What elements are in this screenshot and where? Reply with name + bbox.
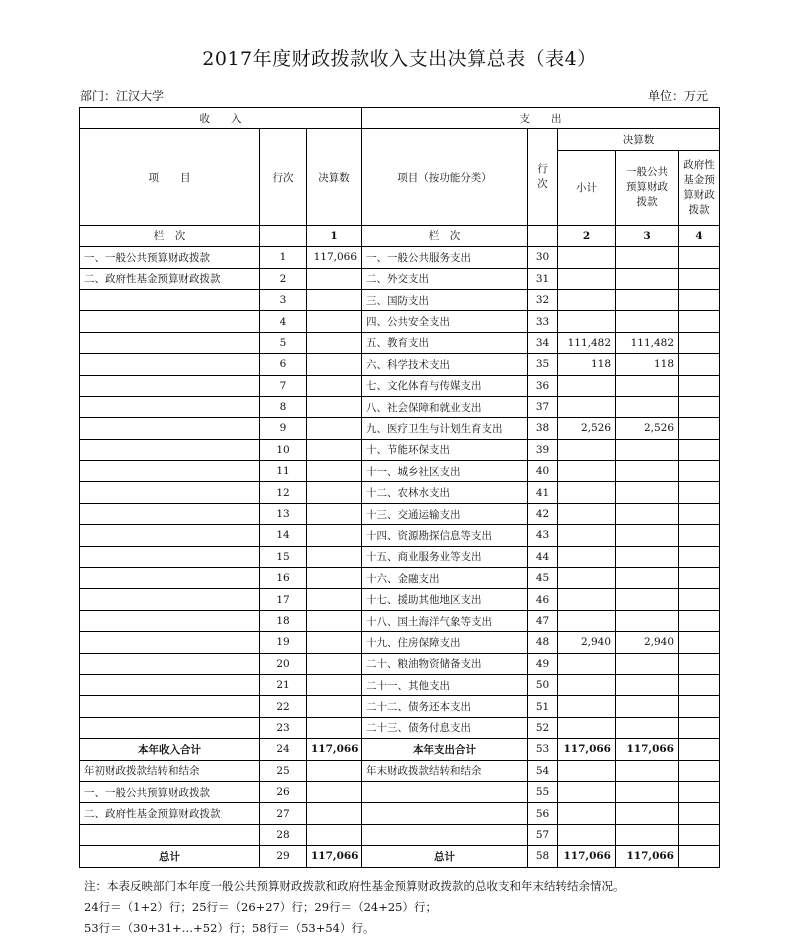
general-budget-cell <box>616 653 679 674</box>
subtotal-cell <box>558 568 616 589</box>
col-label-empty-2 <box>528 225 558 246</box>
gov-fund-cell <box>679 461 720 482</box>
subtotal-cell <box>558 610 616 631</box>
item-header: 项 目 <box>80 129 260 225</box>
subtotal-cell <box>558 268 616 289</box>
col-label-empty <box>260 225 307 246</box>
subtotal-cell: 2,526 <box>558 418 616 439</box>
general-budget-header: 一般公共预算财政拨款 <box>616 150 679 225</box>
income-amount-cell <box>307 332 362 353</box>
subtotal-cell <box>558 696 616 717</box>
expense-item-cell: 十四、资源勘探信息等支出 <box>362 525 528 546</box>
gov-fund-cell <box>679 568 720 589</box>
subtotal-cell <box>558 781 616 802</box>
general-budget-cell <box>616 824 679 845</box>
gov-fund-cell <box>679 289 720 310</box>
general-budget-cell: 117,066 <box>616 846 679 867</box>
general-budget-cell: 111,482 <box>616 332 679 353</box>
subtotal-cell <box>558 760 616 781</box>
income-amount-cell <box>307 717 362 738</box>
income-item-cell: 一、一般公共预算财政拨款 <box>80 247 260 268</box>
income-line-no-cell: 11 <box>260 461 307 482</box>
general-budget-cell <box>616 760 679 781</box>
income-item-cell <box>80 482 260 503</box>
income-amount-cell <box>307 696 362 717</box>
general-budget-cell: 2,940 <box>616 632 679 653</box>
income-line-no-cell: 10 <box>260 439 307 460</box>
table-row <box>80 632 720 653</box>
income-item-cell <box>80 824 260 845</box>
gov-fund-cell <box>679 632 720 653</box>
gov-fund-cell <box>679 546 720 567</box>
income-item-cell <box>80 610 260 631</box>
table-row <box>80 247 720 268</box>
table-row <box>80 546 720 567</box>
income-item-cell <box>80 311 260 332</box>
general-budget-cell <box>616 268 679 289</box>
general-budget-cell <box>616 674 679 695</box>
income-item-cell <box>80 653 260 674</box>
table-row <box>80 482 720 503</box>
income-item-cell <box>80 289 260 310</box>
income-item-cell <box>80 461 260 482</box>
income-item-cell: 一、一般公共预算财政拨款 <box>80 781 260 802</box>
subtotal-cell: 118 <box>558 354 616 375</box>
expense-line-no-header: 行次 <box>528 129 558 225</box>
income-line-no-cell: 19 <box>260 632 307 653</box>
income-item-cell <box>80 696 260 717</box>
expense-line-no-cell: 46 <box>528 589 558 610</box>
expense-line-no-cell: 52 <box>528 717 558 738</box>
general-budget-cell: 2,526 <box>616 418 679 439</box>
table-row <box>80 824 720 845</box>
expense-item-cell: 总计 <box>362 846 528 867</box>
income-line-no-cell: 22 <box>260 696 307 717</box>
table-row <box>80 696 720 717</box>
subtotal-cell <box>558 503 616 524</box>
income-line-no-cell: 2 <box>260 268 307 289</box>
general-budget-cell <box>616 803 679 824</box>
gov-fund-cell <box>679 311 720 332</box>
table-row <box>80 589 720 610</box>
general-budget-cell <box>616 781 679 802</box>
income-amount-cell <box>307 803 362 824</box>
expense-line-no-cell: 45 <box>528 568 558 589</box>
general-budget-cell <box>616 568 679 589</box>
subtotal-cell: 2,940 <box>558 632 616 653</box>
gov-fund-cell <box>679 503 720 524</box>
income-amount-cell <box>307 503 362 524</box>
subtotal-cell <box>558 674 616 695</box>
income-amount-cell <box>307 824 362 845</box>
income-line-no-cell: 15 <box>260 546 307 567</box>
subtotal-cell <box>558 546 616 567</box>
gov-fund-cell <box>679 610 720 631</box>
income-amount-cell <box>307 311 362 332</box>
gov-fund-cell <box>679 717 720 738</box>
income-amount-cell <box>307 589 362 610</box>
income-line-no-cell: 21 <box>260 674 307 695</box>
income-amount-cell <box>307 610 362 631</box>
line-no-header: 行次 <box>260 129 307 225</box>
income-line-no-cell: 29 <box>260 846 307 867</box>
table-row <box>80 674 720 695</box>
header-row-1 <box>80 108 720 129</box>
income-line-no-cell: 7 <box>260 375 307 396</box>
income-amount-cell <box>307 461 362 482</box>
income-line-no-cell: 8 <box>260 396 307 417</box>
income-line-no-cell: 18 <box>260 610 307 631</box>
general-budget-cell <box>616 546 679 567</box>
income-amount-cell <box>307 653 362 674</box>
income-line-no-cell: 12 <box>260 482 307 503</box>
subtotal-cell <box>558 589 616 610</box>
income-item-cell <box>80 418 260 439</box>
notes <box>84 876 625 939</box>
income-item-cell <box>80 717 260 738</box>
gov-fund-cell <box>679 803 720 824</box>
table-row <box>80 846 720 867</box>
subtotal-cell <box>558 653 616 674</box>
note-line: 53行＝（30+31+…+52）行；58行＝（53+54）行。 <box>84 921 375 935</box>
expense-item-cell: 十三、交通运输支出 <box>362 503 528 524</box>
income-amount-cell <box>307 674 362 695</box>
expense-line-no-cell: 57 <box>528 824 558 845</box>
gov-fund-cell <box>679 781 720 802</box>
general-budget-cell <box>616 375 679 396</box>
income-item-cell <box>80 568 260 589</box>
income-line-no-cell: 4 <box>260 311 307 332</box>
expense-line-no-cell: 41 <box>528 482 558 503</box>
table-row <box>80 610 720 631</box>
expense-line-no-cell: 38 <box>528 418 558 439</box>
table-row <box>80 781 720 802</box>
income-amount-cell <box>307 289 362 310</box>
general-budget-cell <box>616 696 679 717</box>
expense-item-cell: 一、一般公共服务支出 <box>362 247 528 268</box>
income-amount-cell <box>307 375 362 396</box>
gov-fund-cell <box>679 396 720 417</box>
income-line-no-cell: 14 <box>260 525 307 546</box>
income-item-cell <box>80 632 260 653</box>
expense-item-cell: 十八、国土海洋气象等支出 <box>362 610 528 631</box>
income-item-cell: 二、政府性基金预算财政拨款 <box>80 803 260 824</box>
income-amount-cell: 117,066 <box>307 739 362 760</box>
gov-fund-cell <box>679 739 720 760</box>
table-row <box>80 803 720 824</box>
final-group-header: 决算数 <box>558 129 720 150</box>
gov-fund-cell <box>679 760 720 781</box>
expense-item-cell <box>362 824 528 845</box>
income-amount-cell: 117,066 <box>307 846 362 867</box>
income-line-no-cell: 6 <box>260 354 307 375</box>
note-line: 注：本表反映部门本年度一般公共预算财政拨款和政府性基金预算财政拨款的总收支和年末结转结余情况。 <box>84 879 625 893</box>
general-budget-cell <box>616 461 679 482</box>
note-line: 24行＝（1+2）行；25行＝（26+27）行；29行＝（24+25）行； <box>84 900 437 914</box>
income-line-no-cell: 25 <box>260 760 307 781</box>
income-amount-cell <box>307 525 362 546</box>
gov-fund-cell <box>679 482 720 503</box>
unit-label: 单位：万元 <box>648 89 709 103</box>
general-budget-cell <box>616 717 679 738</box>
income-line-no-cell: 27 <box>260 803 307 824</box>
income-line-no-cell: 5 <box>260 332 307 353</box>
expense-item-cell: 年末财政拨款结转和结余 <box>362 760 528 781</box>
expense-line-no-cell: 47 <box>528 610 558 631</box>
income-item-cell: 本年收入合计 <box>80 739 260 760</box>
income-item-cell: 二、政府性基金预算财政拨款 <box>80 268 260 289</box>
expense-line-no-cell: 34 <box>528 332 558 353</box>
income-item-cell <box>80 439 260 460</box>
subtotal-cell <box>558 525 616 546</box>
expense-item-cell: 十二、农林水支出 <box>362 482 528 503</box>
expense-line-no-cell: 33 <box>528 311 558 332</box>
col-index-2: 2 <box>558 225 616 246</box>
table-row <box>80 717 720 738</box>
expense-item-cell: 三、国防支出 <box>362 289 528 310</box>
subtotal-cell: 117,066 <box>558 846 616 867</box>
general-budget-cell <box>616 289 679 310</box>
general-budget-cell <box>616 247 679 268</box>
income-line-no-cell: 17 <box>260 589 307 610</box>
subtotal-cell <box>558 311 616 332</box>
gov-fund-cell <box>679 354 720 375</box>
subtotal-cell: 111,482 <box>558 332 616 353</box>
subtotal-cell <box>558 717 616 738</box>
expense-line-no-cell: 58 <box>528 846 558 867</box>
column-index-row <box>80 225 720 246</box>
general-budget-cell <box>616 525 679 546</box>
subtotal-cell <box>558 461 616 482</box>
subtotal-header: 小计 <box>558 150 616 225</box>
col-label-right: 栏 次 <box>362 225 528 246</box>
table-row <box>80 439 720 460</box>
gov-fund-cell <box>679 653 720 674</box>
general-budget-cell <box>616 311 679 332</box>
income-amount-cell <box>307 482 362 503</box>
header-row-2 <box>80 129 720 150</box>
table-row <box>80 739 720 760</box>
expense-item-cell: 十六、金融支出 <box>362 568 528 589</box>
gov-fund-cell <box>679 846 720 867</box>
table-row <box>80 375 720 396</box>
income-header: 收 入 <box>80 108 362 129</box>
expense-line-no-cell: 37 <box>528 396 558 417</box>
expense-line-no-cell: 31 <box>528 268 558 289</box>
general-budget-cell <box>616 396 679 417</box>
expense-item-cell: 本年支出合计 <box>362 739 528 760</box>
report-title: 2017年度财政拨款收入支出决算总表（表4） <box>202 48 597 70</box>
expense-item-cell: 十、节能环保支出 <box>362 439 528 460</box>
table-row <box>80 525 720 546</box>
income-amount-cell: 117,066 <box>307 247 362 268</box>
table-row <box>80 503 720 524</box>
income-line-no-cell: 13 <box>260 503 307 524</box>
expense-item-cell: 十七、援助其他地区支出 <box>362 589 528 610</box>
gov-fund-cell <box>679 375 720 396</box>
expense-item-cell: 九、医疗卫生与计划生育支出 <box>362 418 528 439</box>
expense-line-no-cell: 42 <box>528 503 558 524</box>
table-row <box>80 396 720 417</box>
income-item-cell <box>80 396 260 417</box>
income-amount-cell <box>307 268 362 289</box>
income-line-no-cell: 20 <box>260 653 307 674</box>
income-line-no-cell: 16 <box>260 568 307 589</box>
gov-fund-cell <box>679 268 720 289</box>
col-label-left: 栏 次 <box>80 225 260 246</box>
table-row <box>80 461 720 482</box>
gov-fund-cell <box>679 439 720 460</box>
income-item-cell <box>80 332 260 353</box>
income-amount-cell <box>307 439 362 460</box>
col-index-4: 4 <box>679 225 720 246</box>
subtotal-cell <box>558 289 616 310</box>
expense-item-cell: 十一、城乡社区支出 <box>362 461 528 482</box>
expense-header: 支 出 <box>362 108 720 129</box>
table-row <box>80 332 720 353</box>
subtotal-cell <box>558 803 616 824</box>
general-budget-cell <box>616 503 679 524</box>
expense-line-no-cell: 54 <box>528 760 558 781</box>
table-row <box>80 760 720 781</box>
expense-line-no-cell: 35 <box>528 354 558 375</box>
expense-line-no-cell: 48 <box>528 632 558 653</box>
expense-item-cell: 五、教育支出 <box>362 332 528 353</box>
expense-line-no-cell: 49 <box>528 653 558 674</box>
col-index-1: 1 <box>307 225 362 246</box>
report-table <box>79 107 720 868</box>
general-budget-cell: 117,066 <box>616 739 679 760</box>
item-by-function-header: 项目（按功能分类） <box>362 129 528 225</box>
expense-line-no-cell: 51 <box>528 696 558 717</box>
expense-item-cell: 二十三、债务付息支出 <box>362 717 528 738</box>
expense-line-no-cell: 39 <box>528 439 558 460</box>
income-item-cell: 年初财政拨款结转和结余 <box>80 760 260 781</box>
gov-fund-cell <box>679 589 720 610</box>
gov-fund-cell <box>679 525 720 546</box>
income-item-cell <box>80 546 260 567</box>
expense-item-cell: 二十、粮油物资储备支出 <box>362 653 528 674</box>
income-amount-cell <box>307 781 362 802</box>
income-item-cell: 总计 <box>80 846 260 867</box>
subtotal-cell <box>558 439 616 460</box>
table-row <box>80 653 720 674</box>
income-item-cell <box>80 525 260 546</box>
income-amount-cell <box>307 568 362 589</box>
gov-fund-cell <box>679 696 720 717</box>
expense-item-cell: 二、外交支出 <box>362 268 528 289</box>
department-label: 部门：江汉大学 <box>80 89 165 103</box>
gov-fund-cell <box>679 674 720 695</box>
income-line-no-cell: 1 <box>260 247 307 268</box>
expense-item-cell: 十九、住房保障支出 <box>362 632 528 653</box>
general-budget-cell <box>616 439 679 460</box>
income-item-cell <box>80 354 260 375</box>
income-amount-cell <box>307 632 362 653</box>
expense-item-cell <box>362 803 528 824</box>
general-budget-cell <box>616 482 679 503</box>
table-row <box>80 268 720 289</box>
expense-line-no-cell: 36 <box>528 375 558 396</box>
income-amount-cell <box>307 760 362 781</box>
income-line-no-cell: 3 <box>260 289 307 310</box>
subtotal-cell: 117,066 <box>558 739 616 760</box>
gov-fund-cell <box>679 247 720 268</box>
expense-line-no-cell: 55 <box>528 781 558 802</box>
income-line-no-cell: 28 <box>260 824 307 845</box>
income-item-cell <box>80 589 260 610</box>
expense-line-no-cell: 56 <box>528 803 558 824</box>
expense-line-no-cell: 30 <box>528 247 558 268</box>
income-amount-cell <box>307 354 362 375</box>
gov-fund-cell <box>679 824 720 845</box>
income-line-no-cell: 26 <box>260 781 307 802</box>
expense-item-cell <box>362 781 528 802</box>
income-line-no-cell: 23 <box>260 717 307 738</box>
income-amount-cell <box>307 396 362 417</box>
expense-item-cell: 七、文化体育与传媒支出 <box>362 375 528 396</box>
table-row <box>80 568 720 589</box>
gov-fund-cell <box>679 332 720 353</box>
col-index-3: 3 <box>616 225 679 246</box>
expense-line-no-cell: 50 <box>528 674 558 695</box>
subtotal-cell <box>558 482 616 503</box>
expense-line-no-cell: 40 <box>528 461 558 482</box>
expense-item-cell: 二十二、债务还本支出 <box>362 696 528 717</box>
table-row <box>80 311 720 332</box>
income-line-no-cell: 24 <box>260 739 307 760</box>
income-item-cell <box>80 503 260 524</box>
income-item-cell <box>80 375 260 396</box>
income-item-cell <box>80 674 260 695</box>
subtotal-cell <box>558 247 616 268</box>
expense-item-cell: 四、公共安全支出 <box>362 311 528 332</box>
table-row <box>80 354 720 375</box>
income-line-no-cell: 9 <box>260 418 307 439</box>
expense-item-cell: 八、社会保障和就业支出 <box>362 396 528 417</box>
expense-line-no-cell: 43 <box>528 525 558 546</box>
expense-item-cell: 二十一、其他支出 <box>362 674 528 695</box>
subtotal-cell <box>558 375 616 396</box>
gov-fund-header: 政府性基金预算财政拨款 <box>679 150 720 225</box>
income-amount-cell <box>307 546 362 567</box>
general-budget-cell: 118 <box>616 354 679 375</box>
subtotal-cell <box>558 396 616 417</box>
expense-item-cell: 十五、商业服务业等支出 <box>362 546 528 567</box>
expense-item-cell: 六、科学技术支出 <box>362 354 528 375</box>
income-amount-cell <box>307 418 362 439</box>
expense-line-no-cell: 53 <box>528 739 558 760</box>
general-budget-cell <box>616 610 679 631</box>
gov-fund-cell <box>679 418 720 439</box>
subtotal-cell <box>558 824 616 845</box>
expense-line-no-cell: 32 <box>528 289 558 310</box>
expense-line-no-cell: 44 <box>528 546 558 567</box>
table-row <box>80 289 720 310</box>
general-budget-cell <box>616 589 679 610</box>
final-amount-header: 决算数 <box>307 129 362 225</box>
table-row <box>80 418 720 439</box>
